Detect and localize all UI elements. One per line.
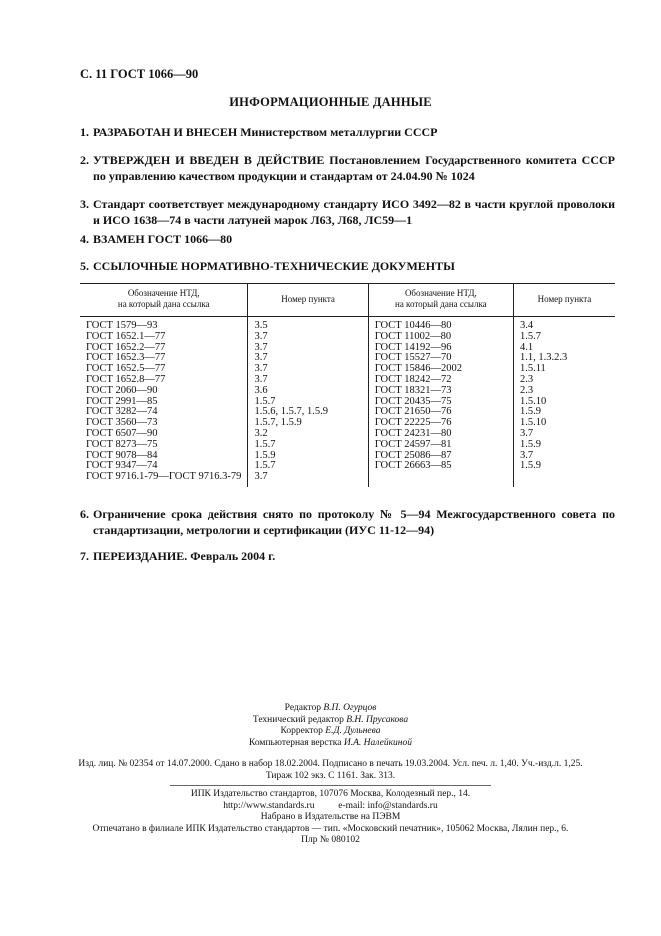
ntd-cell: ГОСТ 1652.8—77 xyxy=(86,373,166,385)
credit-role: Корректор xyxy=(280,726,323,736)
publishing-line: Изд. лиц. № 02354 от 14.07.2000. Сдано в набор 18.02.2004. Подписано в печать 19.03.2004. Усл. печ. л. 1,40. Уч.-изд.л. 1,25. xyxy=(78,759,583,769)
credit-role: Компьютерная верстка xyxy=(249,737,342,748)
point-cell: 1.5.9 xyxy=(513,440,615,451)
publisher-footer xyxy=(0,789,661,847)
ntd-cell: ГОСТ 9347—74 xyxy=(86,460,158,472)
ntd-cell: ГОСТ 1652.3—77 xyxy=(86,352,166,364)
point-cell: 1.5.9 xyxy=(513,461,615,472)
info-section-1 xyxy=(80,124,615,140)
credit-role: Редактор xyxy=(284,703,321,713)
point-cell: 1.5.7 xyxy=(248,461,368,472)
point-cell xyxy=(513,472,615,487)
section-text: Министерством металлургии СССР xyxy=(240,125,438,139)
column-header-ntd xyxy=(80,284,248,317)
column-header-ntd xyxy=(368,284,513,317)
ntd-cell: ГОСТ 2991—85 xyxy=(86,395,158,407)
ntd-cell: ГОСТ 1652.1—77 xyxy=(86,330,166,342)
section-number: 3. xyxy=(80,197,89,211)
section-number: 1. xyxy=(80,125,89,139)
ntd-cell: ГОСТ 6507—90 xyxy=(86,427,158,439)
ntd-cell: ГОСТ 3560—73 xyxy=(86,417,158,429)
section-number: 2. xyxy=(80,153,89,167)
section-label: ВЗАМЕН ГОСТ 1066—80 xyxy=(93,232,233,246)
column-header-line: на который дана ссылка xyxy=(117,299,210,309)
point-cell: 3.6 xyxy=(248,386,368,397)
ntd-cell: ГОСТ 22225—76 xyxy=(368,418,513,429)
ntd-cell: ГОСТ 10446—80 xyxy=(368,317,513,332)
ntd-cell: ГОСТ 18321—73 xyxy=(368,386,513,397)
section-number: 7. xyxy=(80,549,89,563)
ntd-cell xyxy=(368,472,513,487)
credit-role: Технический редактор xyxy=(252,714,344,725)
page-header: С. 11 ГОСТ 1066—90 xyxy=(80,67,199,81)
info-section-3 xyxy=(80,196,615,228)
point-cell: 1.1, 1.3.2.3 xyxy=(513,353,615,364)
info-section-7 xyxy=(80,548,615,564)
section-text: Февраль 2004 г. xyxy=(190,549,276,563)
point-cell: 3.7 xyxy=(248,472,368,487)
point-cell: 3.7 xyxy=(248,343,368,354)
ntd-cell: ГОСТ 8273—75 xyxy=(86,438,158,450)
column-header-line: Обозначение НТД, xyxy=(127,288,200,298)
section-text: Ограничение срока действия снято по протоколу № 5—94 Межгосударственного совета по стандартизации, метрологии и сертификации (ИУС 11-12—94) xyxy=(93,507,615,537)
credit-line xyxy=(0,738,661,750)
point-cell: 1.5.7 xyxy=(248,440,368,451)
section-number: 6. xyxy=(80,507,89,521)
ntd-cell: ГОСТ 15527—70 xyxy=(368,353,513,364)
point-cell: 1.5.10 xyxy=(513,418,615,429)
ntd-cell: ГОСТ 1652.2—77 xyxy=(86,341,166,353)
section-label: РАЗРАБОТАН И ВНЕСЕН xyxy=(93,125,238,139)
ntd-cell: ГОСТ 9078—84 xyxy=(86,449,158,461)
info-section-4 xyxy=(80,231,615,247)
point-cell: 4.1 xyxy=(513,343,615,354)
footer-line: Отпечатано в филиале ИПК Издательство стандартов — тип. «Московский печатник», 105062 Москва, Лялин пер., 6. xyxy=(92,823,569,834)
credit-line xyxy=(0,726,661,738)
credit-name: И.А. Налейкиной xyxy=(343,737,412,748)
footer-line: ИПК Издательство стандартов, 107076 Москва, Колодезный пер., 14. xyxy=(190,789,471,799)
ntd-cell: ГОСТ 3282—74 xyxy=(86,406,158,418)
section-text: Стандарт соответствует международному стандарту ИСО 3492—82 в части круглой проволоки и ИСО 1638—74 в части латуней марок Л63, Л68, ЛС59—1 xyxy=(93,197,615,227)
point-cell: 2.3 xyxy=(513,386,615,397)
ntd-cell: ГОСТ 15846—2002 xyxy=(368,364,513,375)
references-table xyxy=(80,283,615,487)
ntd-cell: ГОСТ 24597—81 xyxy=(368,440,513,451)
point-cell: 1.5.9 xyxy=(513,407,615,418)
divider xyxy=(170,785,491,786)
column-header-point: Номер пункта xyxy=(513,284,615,317)
section-number: 4. xyxy=(80,232,89,246)
table-row xyxy=(80,440,615,451)
point-cell: 3.7 xyxy=(248,353,368,364)
ntd-cell: ГОСТ 14192—96 xyxy=(368,343,513,354)
point-cell: 1.5.9 xyxy=(248,451,368,462)
info-section-2 xyxy=(80,152,615,184)
credit-name: В.Н. Прусакова xyxy=(346,714,409,725)
point-cell: 3.7 xyxy=(513,429,615,440)
point-cell: 3.5 xyxy=(248,317,368,332)
credit-name: Е.Д. Дульнева xyxy=(325,726,381,736)
section-number: 5. xyxy=(80,259,89,273)
credit-line xyxy=(0,703,661,715)
point-cell: 3.4 xyxy=(513,317,615,332)
point-cell: 1.5.7 xyxy=(513,332,615,343)
publishing-line: Тираж 102 экз. С 1161. Зак. 313. xyxy=(265,770,396,781)
point-cell: 1.5.10 xyxy=(513,397,615,408)
ntd-cell: ГОСТ 20435—75 xyxy=(368,397,513,408)
point-cell: 3.2 xyxy=(248,429,368,440)
table-row xyxy=(80,418,615,429)
ntd-cell: ГОСТ 9716.1-79—ГОСТ 9716.3-79 xyxy=(86,471,242,483)
credits-block xyxy=(0,703,661,749)
point-cell: 1.5.11 xyxy=(513,364,615,375)
table-row xyxy=(80,317,615,332)
table-header-row xyxy=(80,284,615,317)
point-cell: 1.5.7 xyxy=(248,397,368,408)
column-header-line: Обозначение НТД, xyxy=(404,288,477,298)
ntd-cell: ГОСТ 18242—72 xyxy=(368,375,513,386)
point-cell: 3.7 xyxy=(513,451,615,462)
section-label: ССЫЛОЧНЫЕ НОРМАТИВНО-ТЕХНИЧЕСКИЕ ДОКУМЕНТЫ xyxy=(93,259,455,273)
ntd-cell: ГОСТ 2060—90 xyxy=(86,384,158,396)
column-header-point: Номер пункта xyxy=(248,284,368,317)
point-cell: 1.5.6, 1.5.7, 1.5.9 xyxy=(248,407,368,418)
credit-name: В.П. Огурцов xyxy=(323,703,377,713)
section-label: ПЕРЕИЗДАНИЕ. xyxy=(93,549,188,563)
ntd-cell: ГОСТ 1652.5—77 xyxy=(86,363,166,375)
table-row xyxy=(80,386,615,397)
table-row xyxy=(80,332,615,343)
publishing-info xyxy=(0,759,661,782)
ntd-cell: ГОСТ 11002—80 xyxy=(368,332,513,343)
info-section-6 xyxy=(80,506,615,538)
page-title: ИНФОРМАЦИОННЫЕ ДАННЫЕ xyxy=(229,95,432,109)
info-section-5 xyxy=(80,258,615,274)
ntd-cell: ГОСТ 26663—85 xyxy=(368,461,513,472)
section-label: УТВЕРЖДЕН И ВВЕДЕН В ДЕЙСТВИЕ xyxy=(93,153,325,167)
credit-line xyxy=(0,715,661,727)
point-cell: 3.7 xyxy=(248,375,368,386)
footer-line: Плр № 080102 xyxy=(301,835,360,845)
ntd-cell: ГОСТ 24231—80 xyxy=(368,429,513,440)
table-row xyxy=(80,472,615,487)
point-cell: 3.7 xyxy=(248,332,368,343)
ntd-cell: ГОСТ 21650—76 xyxy=(368,407,513,418)
ntd-cell: ГОСТ 25086—87 xyxy=(368,451,513,462)
table-row xyxy=(80,375,615,386)
point-cell: 2.3 xyxy=(513,375,615,386)
footer-line: http://www.standards.ru e-mail: info@standards.ru xyxy=(223,800,438,811)
ntd-cell: ГОСТ 1579—93 xyxy=(86,320,158,331)
point-cell: 1.5.7, 1.5.9 xyxy=(248,418,368,429)
footer-line: Набрано в Издательстве на ПЭВМ xyxy=(260,812,401,822)
section-text: Постановлением Государственного комитета СССР по управлению качеством продукции и стандартам от 24.04.90 № 1024 xyxy=(93,153,615,183)
column-header-line: на который дана ссылка xyxy=(395,299,487,309)
point-cell: 3.7 xyxy=(248,364,368,375)
